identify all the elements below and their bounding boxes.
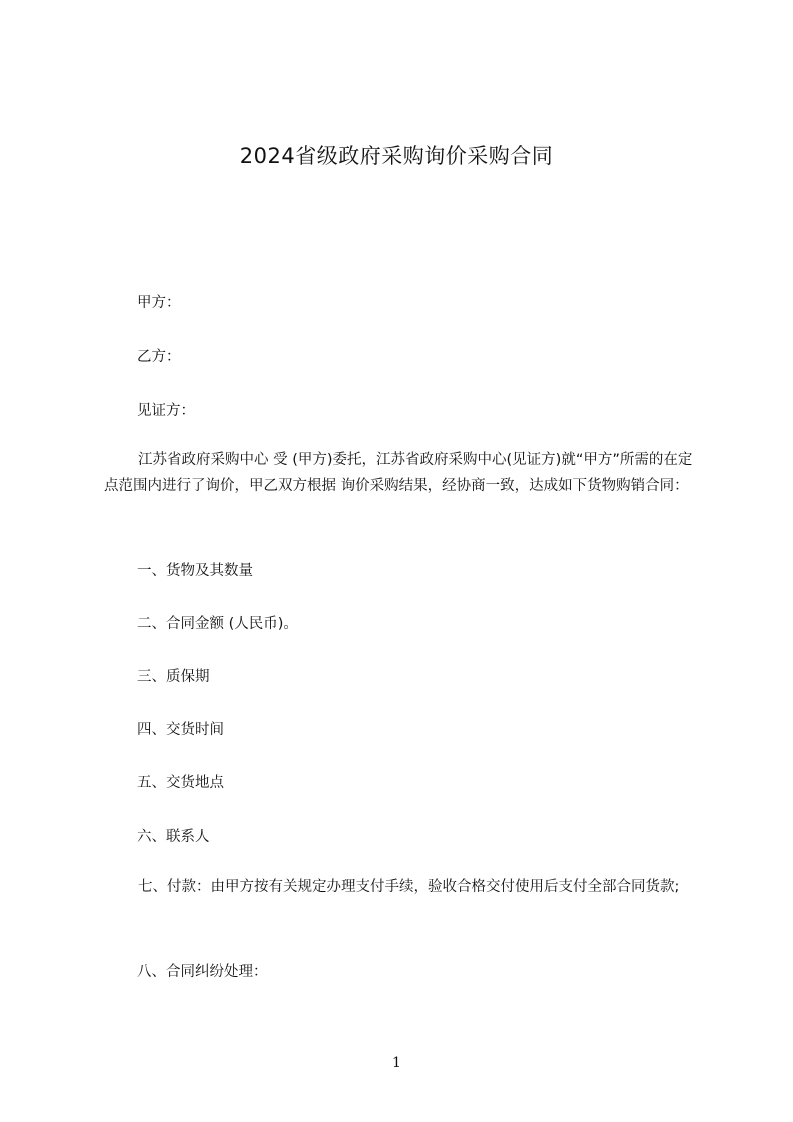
party-b-line: 乙方： — [137, 349, 181, 365]
clause-6: 六、联系人 — [137, 829, 210, 845]
intro-text: 江苏省政府采购中心 受 (甲方)委托，江苏省政府采购中心(见证方)就“甲方”所需的在定点范围内进行了询价，甲乙双方根据 询价采购结果，经协商一致，达成如下货物购销合同： — [104, 452, 693, 494]
page-number: 1 — [392, 1055, 401, 1071]
clause-7: 七、付款：由甲方按有关规定办理支付手续，验收合格交付使用后支付全部合同货款; — [138, 879, 680, 895]
clause-3: 三、质保期 — [137, 669, 210, 685]
witness-line: 见证方： — [137, 403, 195, 419]
document-title: 2024省级政府采购询价采购合同 — [239, 144, 554, 168]
clause-7-paragraph — [104, 874, 704, 900]
clause-1: 一、货物及其数量 — [137, 563, 253, 579]
party-a-line: 甲方： — [137, 295, 181, 311]
clause-2: 二、合同金额 (人民币)。 — [137, 616, 298, 632]
intro-paragraph — [104, 447, 704, 499]
clause-5: 五、交货地点 — [137, 775, 224, 791]
clause-8: 八、合同纠纷处理： — [137, 964, 268, 980]
clause-4: 四、交货时间 — [137, 722, 224, 738]
